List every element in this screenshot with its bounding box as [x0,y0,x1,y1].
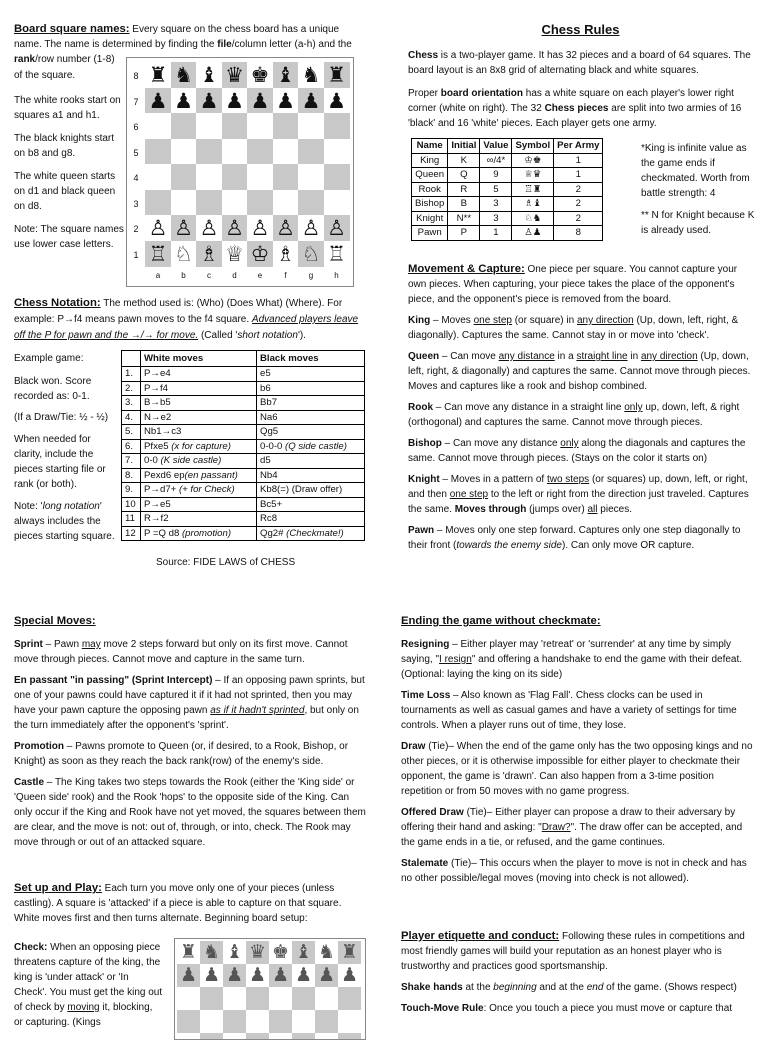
army-row [412,182,603,197]
example-label: Example game: [14,353,84,364]
white-move: P→e4 [141,367,257,382]
board-square [315,1010,338,1033]
chess-piece: ♟ [199,88,219,113]
shake-hands-rule: Shake hands at the beginning and at the end of the game. (Shows respect) [401,982,737,993]
game-row [122,381,365,396]
clarity-note: When needed for clarity, include the pieces starting file or rank (or both). [14,434,106,490]
board-squares-heading: Board square names: [14,23,130,35]
promotion-rule: Promotion – Pawns promote to Queen (or, if desired, to a Rook, Bishop, or Knight) as soon as they reach the back rank(row) of the enemy's side. [14,741,349,767]
black-move: Kb8(=) (Draw offer) [256,483,364,498]
chess-piece: ♙ [148,216,168,240]
board-square [298,113,324,139]
move-number: 12 [122,526,141,541]
white-move: 0-0 (K side castle) [141,454,257,469]
chess-piece: ♜ [340,941,359,963]
chess-board-diagram [126,57,354,287]
board-square [269,987,292,1010]
board-square [324,164,350,190]
army-row [412,211,603,226]
board-square [292,1010,315,1033]
move-number: 10 [122,497,141,512]
etiquette-heading: Player etiquette and conduct: [401,930,560,942]
move-note: (x for capture) [171,440,231,452]
black-move: Qg5 [256,425,364,440]
chess-piece: ♟ [294,964,313,986]
game-row [122,410,365,425]
move-number: 5. [122,425,141,440]
white-move: Pfxe5 (x for capture) [141,439,257,454]
chess-piece: ♟ [202,964,221,986]
chess-piece: ♟ [317,964,336,986]
black-move: Bb7 [256,396,364,411]
board-square [177,1033,200,1040]
board-square [269,1033,292,1040]
chess-piece: ♟ [250,88,270,113]
rank-label: 2 [133,224,139,234]
setup-board-diagram [174,938,366,1040]
chess-piece: ♞ [202,941,221,963]
rank-text: rank/row number (1-8) of the square. [14,54,115,81]
chess-piece: ♟ [174,88,193,113]
setup-heading: Set up and Play: [14,882,102,894]
note-knights: The black knights start on b8 and g8. [14,133,115,159]
board-square [338,1033,361,1040]
chess-piece: ♟ [340,964,359,986]
move-note: (promotion) [181,527,232,539]
source-note: Source: FIDE LAWS of CHESS [156,557,296,568]
army-header: Per Army [554,139,603,154]
rook-rule: Rook – Can move any distance in a straight line only up, down, left, & right (orthogonal) and captures the same. Cannot move through pieces. [408,402,740,428]
army-row [412,153,603,168]
pieces-per-army: 1 [554,168,603,183]
knight-rule: Knight – Moves in a pattern of two steps (or squares) up, down, left, or right, and then one step to the left or right from the direction just traveled. Captures the same. Moves through (jumps over) all pieces. [408,474,749,515]
piece-value: 3 [480,197,512,212]
chess-piece: ♟ [327,88,346,113]
move-number: 9. [122,483,141,498]
etiquette-section: Player etiquette and conduct: Following these rules in competitions and most friendly games will build your reputation as an honest player who is trustworthy and practices good sportsmanship. Shake hands at the beginning and at the end of the game. (Shows respect) Touch-Move Rule: Once you touch a piece you must move or capture that [401,929,753,1022]
board-square [298,190,324,216]
chess-piece: ♟ [301,88,321,113]
notation-heading: Chess Notation: [14,297,101,309]
chess-piece: ♜ [179,941,198,963]
board-square [222,164,248,190]
board-square [200,987,223,1010]
board-square [298,139,324,165]
white-move: P→f4 [141,381,257,396]
chess-piece: ♝ [199,63,219,87]
board-square [273,139,299,165]
rank-label: 8 [133,71,139,81]
board-square [338,987,361,1010]
chess-piece: ♝ [225,941,244,963]
pieces-per-army: 1 [554,153,603,168]
chess-piece: ♗ [276,241,295,266]
white-move: P =Q d8 (promotion) [141,526,257,541]
piece-value: 1 [480,226,512,241]
chess-piece: ♗ [199,241,219,266]
white-moves-header: White moves [141,351,257,367]
board-squares-section: Board square names: Every square on the chess board has a unique name. The name is determined by finding the file/column letter (a-h) and the [14,23,352,50]
special-moves-heading: Special Moves: [14,615,96,627]
chess-piece: ♔ [250,241,270,266]
chess-piece: ♝ [276,63,295,87]
board-square [315,1033,338,1040]
rank-label: 4 [133,173,139,183]
black-moves-header: Black moves [256,351,364,367]
chess-piece: ♛ [248,941,267,963]
time-loss-rule: Time Loss – Also known as 'Flag Fall'. Chess clocks can be used in tournaments as well as casual games and have a variety of settings for time controls. When a player runs out of time, they lose. [401,690,737,731]
note-lowercase: Note: The square names use lower case letters. [14,224,124,250]
rank-label: 3 [133,198,139,209]
pieces-per-army: 2 [554,182,603,197]
move-note: (Q side castle) [285,440,347,452]
game-row [122,483,365,498]
white-move: Pexd6 ep(en passant) [141,468,257,483]
chess-piece: ♙ [174,216,193,240]
chess-piece: ♚ [250,63,270,87]
piece-initial: P [448,226,480,241]
movement-section: Movement & Capture: One piece per square. You cannot capture your own pieces. When capturing, your piece takes the place of the opponent's piece, and the opponent's piece is removed from the board. King – Moves one step (or square) in any direction (Up, down, left, right, & diagonally). Captures the same. Cannot stay in or move into 'check'. Queen – Can move any distance in a straight line in any direction (Up, down, left, right, & diagonally) and captures the same. Cannot move through pieces. Moves and captures like a rook and bishop combined. Rook – Can move any distance in a straight line only up, down, left, & right (orthogonal) and captures the same. Cannot move through pieces. Bishop – Can move any distance only along the diagonals and captures the same. Cannot move through pieces. (Stays on the color it starts on) Knight – Moves in a pattern of two steps (or squares) up, down, left, or right, and then one step to the left or right from the direction just traveled. Captures the same. Moves through (jumps over) all pieces. Pawn – Moves only one step forward. Captures only one step diagonally to their front (towards the enemy side). Can only move OR capture. [408,262,753,559]
move-note: (Checkmate!) [286,527,344,539]
army-header: Initial [448,139,480,154]
chess-piece: ♙ [327,216,346,240]
chess-piece: ♙ [199,216,219,240]
board-square [222,190,248,216]
board-square [177,987,200,1010]
board-square [171,139,197,165]
board-square [247,113,273,139]
board-square [315,987,338,1010]
board-square [200,1033,223,1040]
sprint-rule: Sprint – Pawn may move 2 steps forward but only on its first move. Cannot move through pieces. Cannot move and capture in the same turn. [14,639,348,665]
board-square [273,190,299,216]
knight-initial-note: ** N for Knight because K is already used. [641,210,755,236]
black-move: Rc8 [256,512,364,527]
board-square [269,1010,292,1033]
army-header: Name [412,139,448,154]
piece-name: Bishop [412,197,448,212]
chess-piece: ♙ [250,216,270,240]
pieces-per-army: 8 [554,226,603,241]
game-row [122,526,365,541]
chess-piece: ♝ [294,941,313,963]
chess-piece: ♜ [327,63,346,87]
black-move: Na6 [256,410,364,425]
white-move: P→e5 [141,497,257,512]
chess-piece: ♞ [174,63,193,87]
board-square [196,113,222,139]
stalemate-rule: Stalemate (Tie)– This occurs when the player to move is not in check and has no other possible/legal moves (moving into check is not allowed). [401,858,747,884]
board-square [324,113,350,139]
chess-piece: ♘ [174,241,193,266]
game-row [122,396,365,411]
file-label: g [308,271,314,280]
move-note: (K side castle) [160,455,222,466]
chess-piece: ♟ [225,88,244,113]
notation-section: Chess Notation: The method used is: (Who) (Does What) (Where). For example: P→f4 means pawn moves to the f4 square. Advanced players leave off the P for pawn and the →/→ for move. (Called 'short notation'). [14,297,359,341]
board-square [324,190,350,216]
draw-rule: Draw (Tie)– When the end of the game only has the two opposing kings and no other pieces, or it is otherwise impossible for either player to checkmate their opponent, the game is 'drawn'. Can also happen from a 3-time position repetition or from 50 moves with no game progress. [401,741,753,797]
army-row [412,197,603,212]
chess-piece: ♟ [276,88,295,113]
board-square [247,190,273,216]
board-square [171,164,197,190]
note-queen: The white queen starts on d1 and black queen on d8. [14,171,116,212]
castle-rule: Castle – The King takes two steps towards the Rook (either the 'King side' or 'Queen side' rook) and the Rook 'hops' to the opposite side of the King. Can only occur if the King and Rook have not yet moved, the squares between them are clear, and the move is not: out of, through, or into, check. The Rook may move through or out of an attacked square. [14,777,366,848]
pieces-per-army: 2 [554,197,603,212]
white-move: R→f2 [141,512,257,527]
chess-piece: ♘ [301,241,321,266]
example-game-table [121,350,365,541]
black-move: b6 [256,381,364,396]
board-square [196,139,222,165]
chess-piece: ♞ [301,63,321,87]
piece-initial: Q [448,168,480,183]
offered-draw-rule: Offered Draw (Tie)– Either player can propose a draw to their adversary by offering their hand and asking: "Draw?". The draw offer can be accepted, and the game ends in a tie, or refused, and the game continues. [401,807,743,848]
setup-section: Set up and Play: Each turn you move only one of your pieces (unless castling). A square is 'attacked' if a piece is able to capture on that square. White moves first and then turns alternate. Beginning board setup: [14,882,342,924]
piece-initial: R [448,182,480,197]
note-rooks: The white rooks start on squares a1 and h1. [14,95,121,121]
check-rule: Check: When an opposing piece threatens capture of the king, the king is 'under attack' or 'In Check'. You must get the king out of check by moving it, blocking, or capturing. (Kings [14,942,163,1028]
black-move: Bc5+ [256,497,364,512]
board-square [222,139,248,165]
piece-name: Pawn [412,226,448,241]
chess-piece: ♟ [225,964,244,986]
file-label: d [232,271,237,280]
chess-piece: ♖ [148,241,168,266]
board-square [247,164,273,190]
army-header: Symbol [512,139,554,154]
board-square [177,1010,200,1033]
chess-piece: ♛ [225,63,244,87]
board-square [145,190,171,216]
chess-piece: ♟ [271,964,290,986]
chess-piece: ♟ [148,88,168,113]
white-move: P→d7+ (+ for Check) [141,483,257,498]
board-square [223,987,246,1010]
board-square [223,1010,246,1033]
board-square [246,1033,269,1040]
board-orientation-text: Proper board orientation has a white square on each player's lower right corner (white on right). The 32 Chess pieces are split into two armies of 16 'black' and 16 'white' pieces. Each player gets one army. [408,88,742,129]
board-square [196,190,222,216]
move-number: 8. [122,468,141,483]
pawn-rule: Pawn – Moves only one step forward. Captures only one step diagonally to their front (towards the enemy side). Can only move OR capture. [408,525,741,551]
file-label: f [284,271,287,280]
move-number: 11 [122,512,141,527]
touch-move-rule: Touch-Move Rule: Once you touch a piece you must move or capture that [401,1003,733,1014]
board-square [145,164,171,190]
rules-intro: Chess is a two-player game. It has 32 pieces and a board of 64 squares. The board layout is an 8x8 grid of alternating black and white squares. [408,50,751,76]
rank-label: 1 [133,249,139,260]
board-square [171,113,197,139]
black-move: d5 [256,454,364,469]
move-number: 6. [122,439,141,454]
bishop-rule: Bishop – Can move any distance only along the diagonals and captures the same. Cannot move through pieces. (Stays on the color it starts on) [408,438,746,464]
long-notation-note: Note: 'long notation' always includes the pieces starting square. [14,501,115,542]
board-square [223,1033,246,1040]
board-square [338,1010,361,1033]
board-square [246,987,269,1010]
piece-value: 5 [480,182,512,197]
draw-note: (If a Draw/Tie: ½ - ½) [14,412,109,423]
white-move: N→e2 [141,410,257,425]
game-row [122,454,365,469]
piece-initial: B [448,197,480,212]
board-square [273,113,299,139]
pieces-per-army: 2 [554,211,603,226]
move-number: 4. [122,410,141,425]
chess-piece: ♜ [148,63,168,87]
white-move: B→b5 [141,396,257,411]
piece-symbol: ♙♟ [512,226,554,241]
board-square [145,139,171,165]
piece-initial: N** [448,211,480,226]
move-number: 7. [122,454,141,469]
black-won-note: Black won. Score recorded as: 0-1. [14,376,92,402]
game-row [122,425,365,440]
file-label: b [181,271,186,280]
piece-name: King [412,153,448,168]
chess-piece: ♙ [276,216,295,240]
special-moves-section [14,614,366,856]
queen-rule: Queen – Can move any distance in a straight line in any direction (Up, down, left, right, & diagonally) and captures the same. Cannot move through pieces. Moves and captures like a rook and bishop combined. [408,351,751,392]
move-number: 1. [122,367,141,382]
board-square [222,113,248,139]
file-label: h [334,271,339,280]
game-row [122,367,365,382]
rank-label: 6 [133,122,139,132]
board-square [196,164,222,190]
board-square [145,113,171,139]
chess-piece: ♟ [248,964,267,986]
board-square [273,164,299,190]
board-square [171,190,197,216]
piece-value: 9 [480,168,512,183]
chess-piece: ♕ [225,241,244,266]
file-label: a [155,271,161,280]
piece-initial: K [448,153,480,168]
king-value-note: *King is infinite value as the game ends if checkmated. Worth from battle strength: 4 [641,143,750,199]
game-row [122,497,365,512]
game-row [122,439,365,454]
file-label: e [257,271,263,280]
chess-piece: ♟ [179,964,198,986]
piece-name: Queen [412,168,448,183]
black-move: Nb4 [256,468,364,483]
ending-heading: Ending the game without checkmate: [401,615,601,627]
piece-symbol: ♘♞ [512,211,554,226]
board-square [292,987,315,1010]
en-passant-rule: En passant "in passing" (Sprint Intercept) – If an opposing pawn sprints, but one of your pawns could have captured it if it had not sprinted, then you may have your pawn capture the opposing pawn as if it hadn't sprinted, but only on the turn immediately after the opponent's 'sprint'. [14,675,365,731]
black-move: 0-0-0 (Q side castle) [256,439,364,454]
piece-name: Knight [412,211,448,226]
chess-piece: ♙ [225,216,244,240]
army-table [411,138,603,241]
white-move: Nb1→c3 [141,425,257,440]
board-square [298,164,324,190]
chess-piece: ♖ [327,241,346,266]
piece-value: 3 [480,211,512,226]
piece-symbol: ♕♛ [512,168,554,183]
black-move: Qg2# (Checkmate!) [256,526,364,541]
chess-piece: ♞ [317,941,336,963]
piece-value: ∞/4* [480,153,512,168]
piece-symbol: ♖♜ [512,182,554,197]
rank-label: 5 [133,147,139,158]
piece-name: Rook [412,182,448,197]
board-square [246,1010,269,1033]
board-square [200,1010,223,1033]
black-move: e5 [256,367,364,382]
board-square [292,1033,315,1040]
chess-rules-title: Chess Rules [541,22,620,37]
game-row [122,468,365,483]
chess-piece: ♚ [271,941,290,963]
rank-label: 7 [133,96,139,107]
piece-symbol: ♗♝ [512,197,554,212]
board-square [247,139,273,165]
move-number: 3. [122,396,141,411]
king-rule: King – Moves one step (or square) in any direction (Up, down, left, right, & diagonally). Captures the same. Cannot stay in or move into 'check'. [408,315,739,341]
move-number: 2. [122,381,141,396]
resign-rule: Resigning – Either player may 'retreat' or 'surrender' at any time by simply saying, "I resign" and offering a handshake to end the game with their defeat. (Optional: laying the king on its side) [401,639,743,680]
game-row [122,512,365,527]
chess-piece: ♙ [301,216,321,240]
army-row [412,226,603,241]
board-square [324,139,350,165]
file-label: c [207,271,211,280]
army-row [412,168,603,183]
move-note: (en passant) [184,469,238,481]
army-header: Value [480,139,512,154]
move-note: (+ for Check) [178,484,235,495]
ending-section [401,614,753,892]
piece-symbol: ♔♚ [512,153,554,168]
